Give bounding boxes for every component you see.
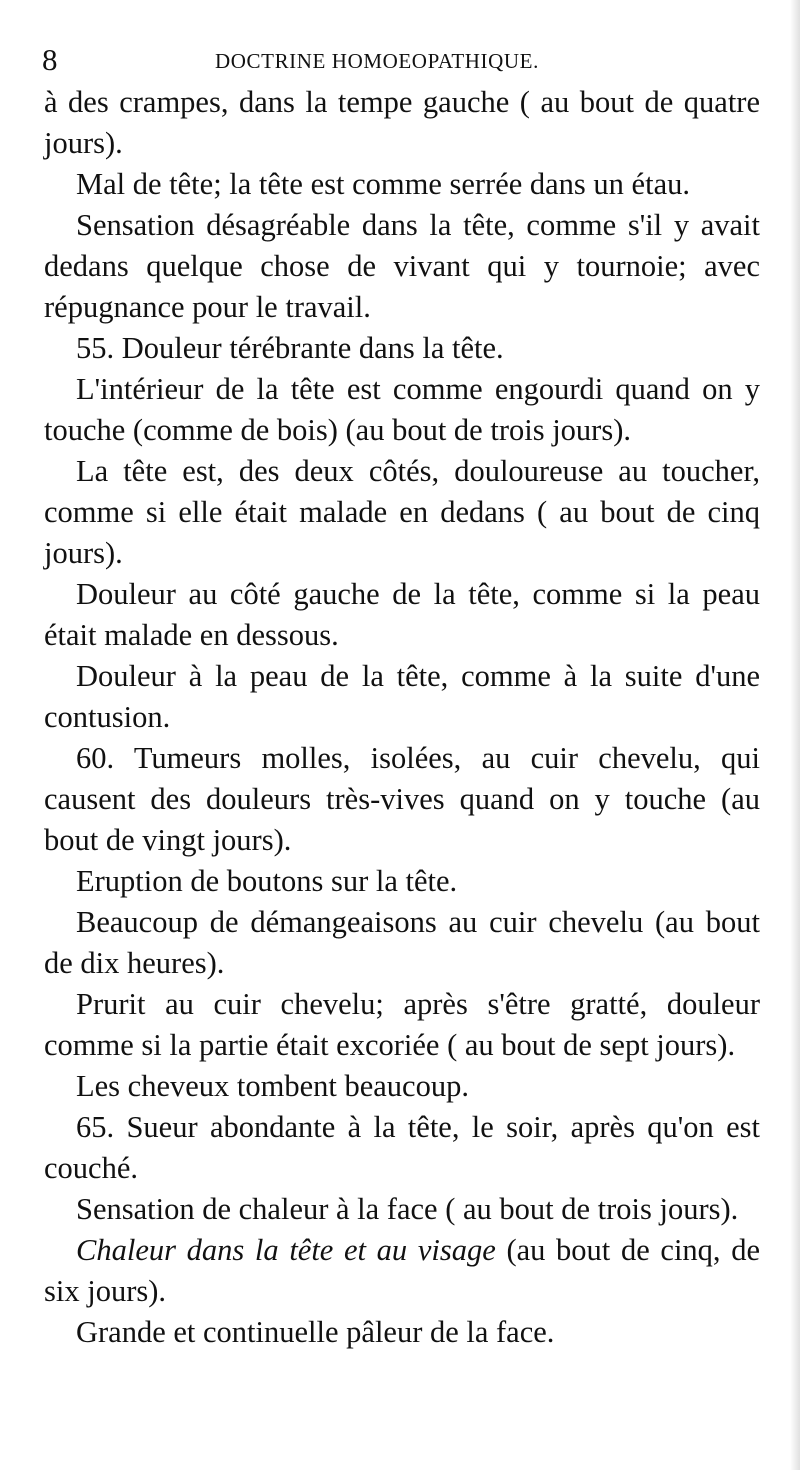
- running-title: DOCTRINE HOMOEOPATHIQUE.: [215, 49, 539, 73]
- paragraph: Sensation désagréable dans la tête, comme s'il y avait dedans quelque chose de vivant qui y tournoie; avec répugnance pour le travail.: [44, 208, 760, 324]
- paragraph: à des crampes, dans la tempe gauche ( au bout de quatre jours).: [44, 85, 760, 160]
- paragraph: Prurit au cuir chevelu; après s'être gratté, douleur comme si la partie était excoriée ( au bout de sept jours).: [44, 987, 760, 1062]
- page-body: [44, 82, 760, 1353]
- paragraph: Eruption de boutons sur la tête.: [76, 864, 458, 898]
- paragraph: Douleur à la peau de la tête, comme à la suite d'une contusion.: [44, 659, 760, 734]
- paragraph: Les cheveux tombent beaucoup.: [76, 1069, 469, 1103]
- italic-phrase: Chaleur dans la tête et au visage: [76, 1233, 496, 1267]
- running-header: [0, 40, 800, 80]
- paragraph: Douleur au côté gauche de la tête, comme si la peau était malade en dessous.: [44, 577, 760, 652]
- paragraph: La tête est, des deux côtés, douloureuse au toucher, comme si elle était malade en dedans ( au bout de cinq jours).: [44, 454, 760, 570]
- paragraph: L'intérieur de la tête est comme engourdi quand on y touche (comme de bois) (au bout de trois jours).: [44, 372, 760, 447]
- page-number: 8: [42, 42, 58, 77]
- paragraph: 65. Sueur abondante à la tête, le soir, après qu'on est couché.: [44, 1110, 760, 1185]
- paragraph: Sensation de chaleur à la face ( au bout de trois jours).: [76, 1192, 739, 1226]
- paragraph: Beaucoup de démangeaisons au cuir chevelu (au bout de dix heures).: [44, 905, 760, 980]
- page-edge-shadow: [790, 0, 800, 1470]
- paragraph: 55. Douleur térébrante dans la tête.: [76, 331, 504, 365]
- paragraph: 60. Tumeurs molles, isolées, au cuir chevelu, qui causent des douleurs très-vives quand on y touche (au bout de vingt jours).: [44, 741, 760, 857]
- paragraph: Grande et continuelle pâleur de la face.: [76, 1315, 555, 1349]
- paragraph: Chaleur dans la tête et au visage (au bout de cinq, de six jours).: [44, 1233, 760, 1308]
- paragraph: Mal de tête; la tête est comme serrée dans un étau.: [76, 167, 690, 201]
